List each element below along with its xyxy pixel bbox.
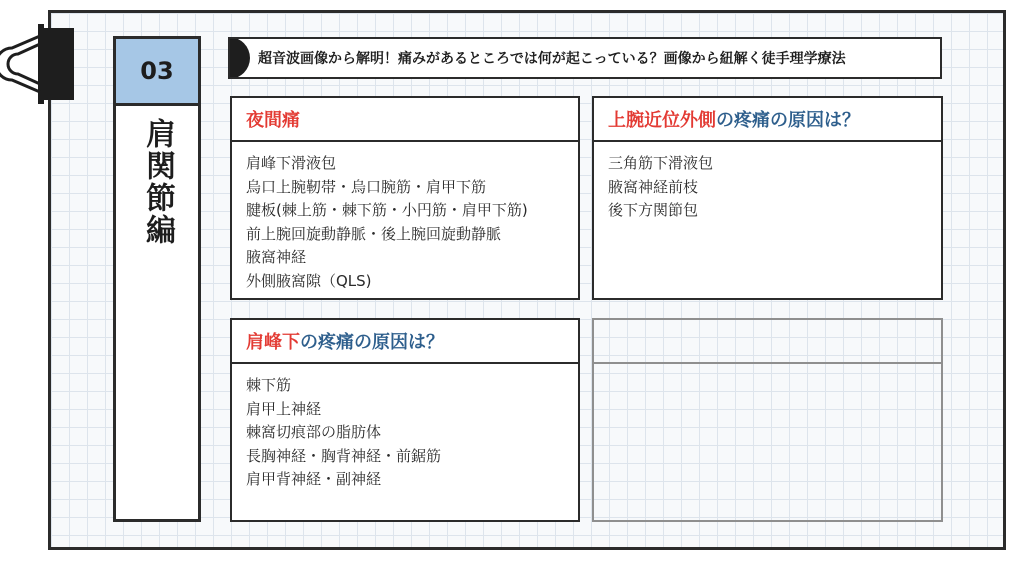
card-empty [592,318,943,522]
header-cap-decoration [228,37,250,79]
section-side-tab [113,36,201,522]
card-title-highlight: 肩峰下 [246,332,300,353]
list-item: 腋窩神経 [246,248,307,266]
header-bar [228,37,942,79]
section-title: 肩関節編 [140,118,175,246]
binder-clip-icon [0,22,80,104]
list-item: 棘下筋 [246,376,292,394]
list-item: 棘窩切痕部の脂肪体 [246,423,382,441]
card-title [594,98,941,142]
list-item: 烏口上腕靭帯・烏口腕筋・肩甲下筋 [246,177,487,196]
section-number: 03 [116,39,198,106]
list-item: 肩峰下滑液包 [246,154,337,172]
list-item: 外側腋窩隙（QLS) [246,271,372,290]
card-empty-head [594,320,941,364]
card-title: 夜間痛 [232,98,578,142]
card-title-rest: の疼痛の原因は？ [716,110,860,131]
list-item: 三角筋下滑液包 [608,154,714,172]
list-item: 肩甲背神経・副神経 [246,470,382,488]
header-text: 超音波画像から解明！痛みがあるところでは何が起こっている？画像から紐解く徒手理学療法 [258,51,846,67]
card-upper-lateral [592,96,943,300]
card-night-pain [230,96,580,300]
list-item: 長胸神経・胸背神経・前鋸筋 [246,446,442,465]
list-item: 後下方関節包 [608,201,699,219]
card-title-highlight: 上腕近位外側 [608,110,716,131]
card-title [232,320,578,364]
card-below-acromion [230,318,580,522]
list-item: 肩甲上神経 [246,399,322,418]
list-item: 前上腕回旋動静脈・後上腕回旋動静脈 [246,224,502,243]
card-title-rest: の疼痛の原因は？ [300,332,444,353]
list-item: 腋窩神経前枝 [608,177,699,196]
list-item: 腱板(棘上筋・棘下筋・小円筋・肩甲下筋) [246,201,528,219]
